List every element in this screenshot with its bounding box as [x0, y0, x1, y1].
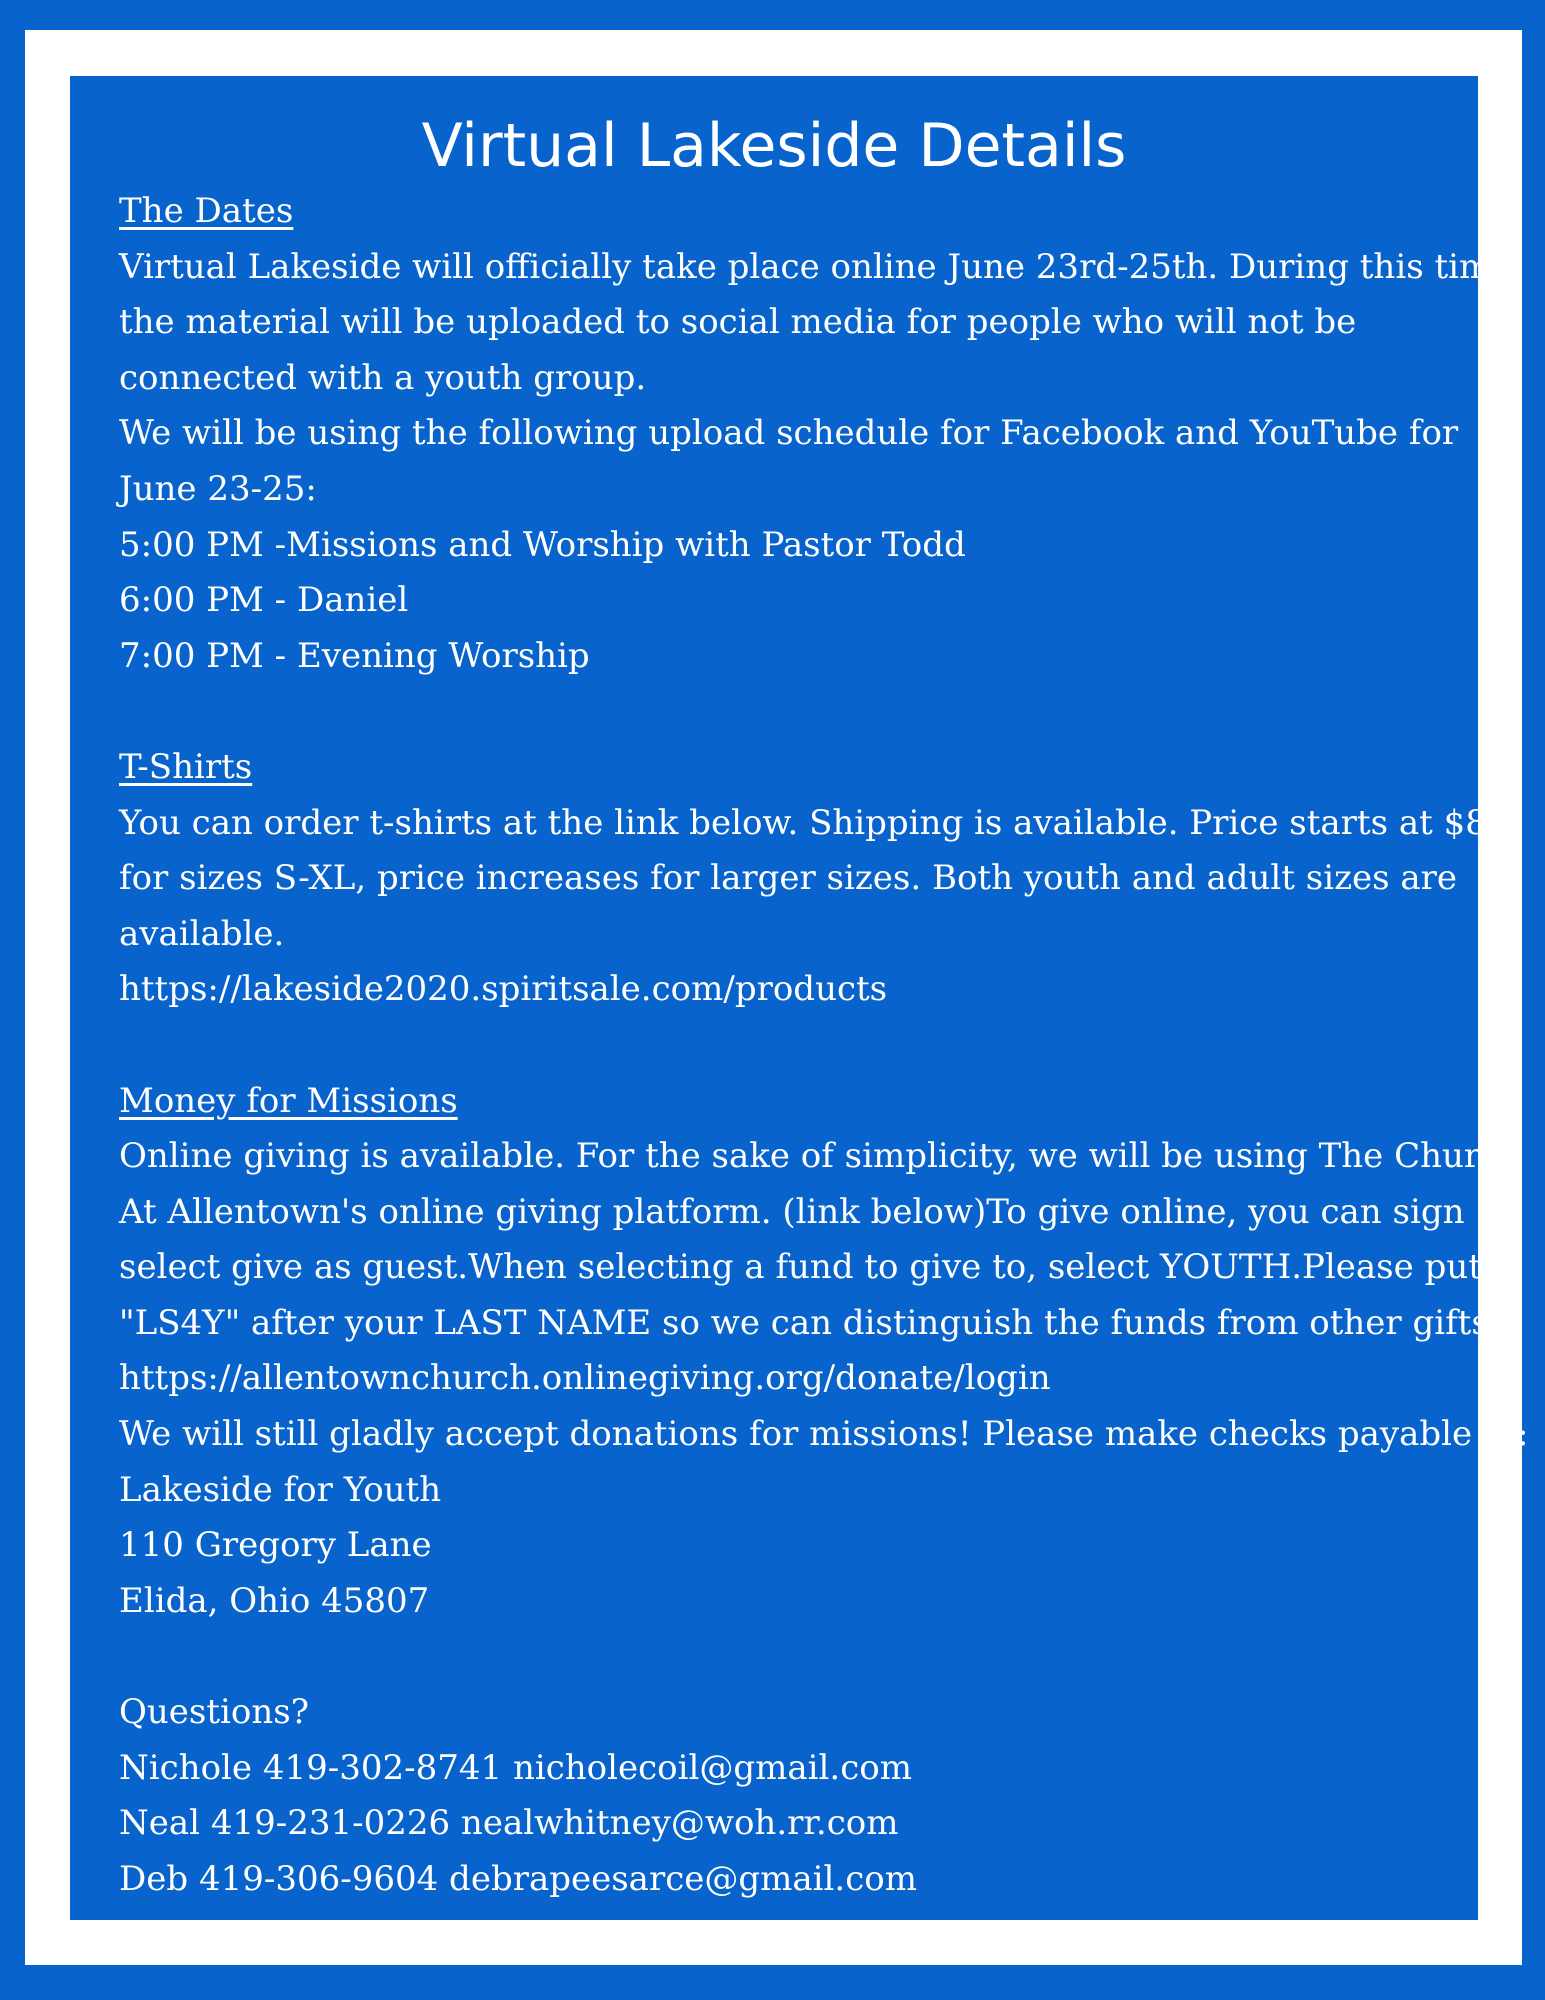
content-panel	[70, 76, 1529, 1920]
dates-text-line: We will be using the following upload schedule for Facebook and YouTube for	[119, 413, 1459, 454]
schedule-item: 6:00 PM - Daniel	[119, 580, 409, 621]
details-body	[119, 184, 1529, 1907]
missions-text-line: Online giving is available. For the sake of simplicity, we will be using The Church	[119, 1136, 1522, 1177]
contact-line: Nichole 419-302-8741 nicholecoil@gmail.com	[119, 1747, 912, 1788]
missions-heading: Money for Missions	[119, 1080, 458, 1121]
missions-text-line: "LS4Y" after your LAST NAME so we can distinguish the funds from other gifts.	[119, 1302, 1500, 1343]
contact-line: Neal 419-231-0226 nealwhitney@woh.rr.com	[119, 1803, 899, 1844]
section-gap	[119, 1629, 1454, 1685]
address-line: Elida, Ohio 45807	[119, 1580, 430, 1621]
missions-text-line: select give as guest.When selecting a fund to give to, select YOUTH.Please put	[119, 1247, 1482, 1288]
schedule-item: 5:00 PM -Missions and Worship with Pastor Todd	[119, 524, 966, 565]
section-gap	[119, 1018, 1454, 1074]
schedule-item: 7:00 PM - Evening Worship	[119, 635, 590, 676]
contact-line: Deb 419-306-9604 debrapeesarce@gmail.com	[119, 1858, 917, 1899]
address-line: 110 Gregory Lane	[119, 1525, 432, 1566]
missions-text-line: At Allentown's online giving platform. (link below)To give online, you can sign	[119, 1191, 1465, 1232]
dates-heading: The Dates	[119, 191, 294, 231]
tshirts-heading: T-Shirts	[119, 746, 253, 787]
tshirts-text-line: You can order t-shirts at the link below. Shipping is available. Price starts at $8	[119, 802, 1487, 843]
section-gap	[119, 684, 1454, 740]
tshirts-link[interactable]: https://lakeside2020.spiritsale.com/products	[119, 969, 888, 1010]
dates-text-line: the material will be uploaded to social media for people who will not be	[119, 302, 1357, 343]
tshirts-text-line: for sizes S-XL, price increases for larger sizes. Both youth and adult sizes are	[119, 858, 1458, 899]
checks-line: We will still gladly accept donations for missions! Please make checks payable to:	[119, 1414, 1529, 1455]
page-title: Virtual Lakeside Details	[421, 111, 1127, 181]
dates-text-line: connected with a youth group.	[119, 357, 647, 398]
questions-heading: Questions?	[119, 1692, 309, 1733]
giving-link[interactable]: https://allentownchurch.onlinegiving.org/donate/login	[119, 1358, 1051, 1399]
tshirts-text-line: available.	[119, 913, 285, 954]
address-line: Lakeside for Youth	[119, 1469, 442, 1510]
dates-text-line: Virtual Lakeside will officially take place online June 23rd-25th. During this time,	[119, 246, 1523, 287]
dates-text-line: June 23-25:	[119, 468, 317, 509]
